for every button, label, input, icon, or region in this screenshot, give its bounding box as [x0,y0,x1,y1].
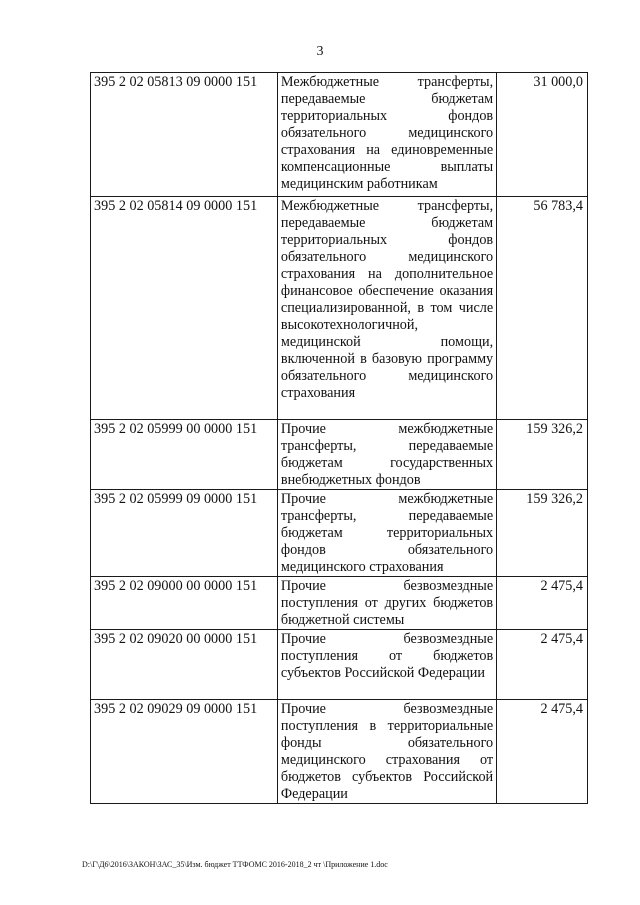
budget-code: 395 2 02 05814 09 0000 151 [91,197,278,420]
footer-file-path: D:\Г\Д6\2016\ЗАКОН\ЗАС_35\Изм. бюджет ТТФОМС 2016-2018_2 чт \Приложение 1.doc [82,860,388,869]
budget-amount: 31 000,0 [497,73,588,197]
table-row [91,490,588,577]
budget-amount: 2 475,4 [497,577,588,630]
budget-description: Прочие безвозмездные поступления в территориальные фонды обязательного медицинского страхования от бюджетов субъектов Российской Федерации [277,700,496,804]
budget-amount: 2 475,4 [497,630,588,700]
budget-code: 395 2 02 05813 09 0000 151 [91,73,278,197]
budget-amount: 2 475,4 [497,700,588,804]
table-row [91,420,588,490]
budget-amount: 159 326,2 [497,420,588,490]
budget-code: 395 2 02 05999 00 0000 151 [91,420,278,490]
table-row [91,197,588,420]
table-row [91,577,588,630]
budget-description: Прочие безвозмездные поступления от других бюджетов бюджетной системы [277,577,496,630]
budget-description: Прочие межбюджетные трансферты, передаваемые бюджетам территориальных фондов обязательного медицинского страхования [277,490,496,577]
budget-amount: 159 326,2 [497,490,588,577]
page-number: 3 [316,44,324,59]
budget-description: Межбюджетные трансферты, передаваемые бюджетам территориальных фондов обязательного медицинского страхования на дополнительное финансовое обеспечение оказания специализированной, в том числе высокотехнологичной, медицинской помощи, включенной в базовую программу обязательного медицинского страхования [277,197,496,420]
budget-code: 395 2 02 09029 09 0000 151 [91,700,278,804]
budget-code: 395 2 02 09000 00 0000 151 [91,577,278,630]
table-row [91,700,588,804]
budget-description: Прочие безвозмездные поступления от бюджетов субъектов Российской Федерации [277,630,496,700]
budget-amount: 56 783,4 [497,197,588,420]
budget-code: 395 2 02 05999 09 0000 151 [91,490,278,577]
table-row [91,630,588,700]
budget-description: Прочие межбюджетные трансферты, передаваемые бюджетам государственных внебюджетных фондов [277,420,496,490]
table-row [91,73,588,197]
budget-description: Межбюджетные трансферты, передаваемые бюджетам территориальных фондов обязательного медицинского страхования на единовременные компенсационные выплаты медицинским работникам [277,73,496,197]
budget-code: 395 2 02 09020 00 0000 151 [91,630,278,700]
budget-table [90,72,588,804]
